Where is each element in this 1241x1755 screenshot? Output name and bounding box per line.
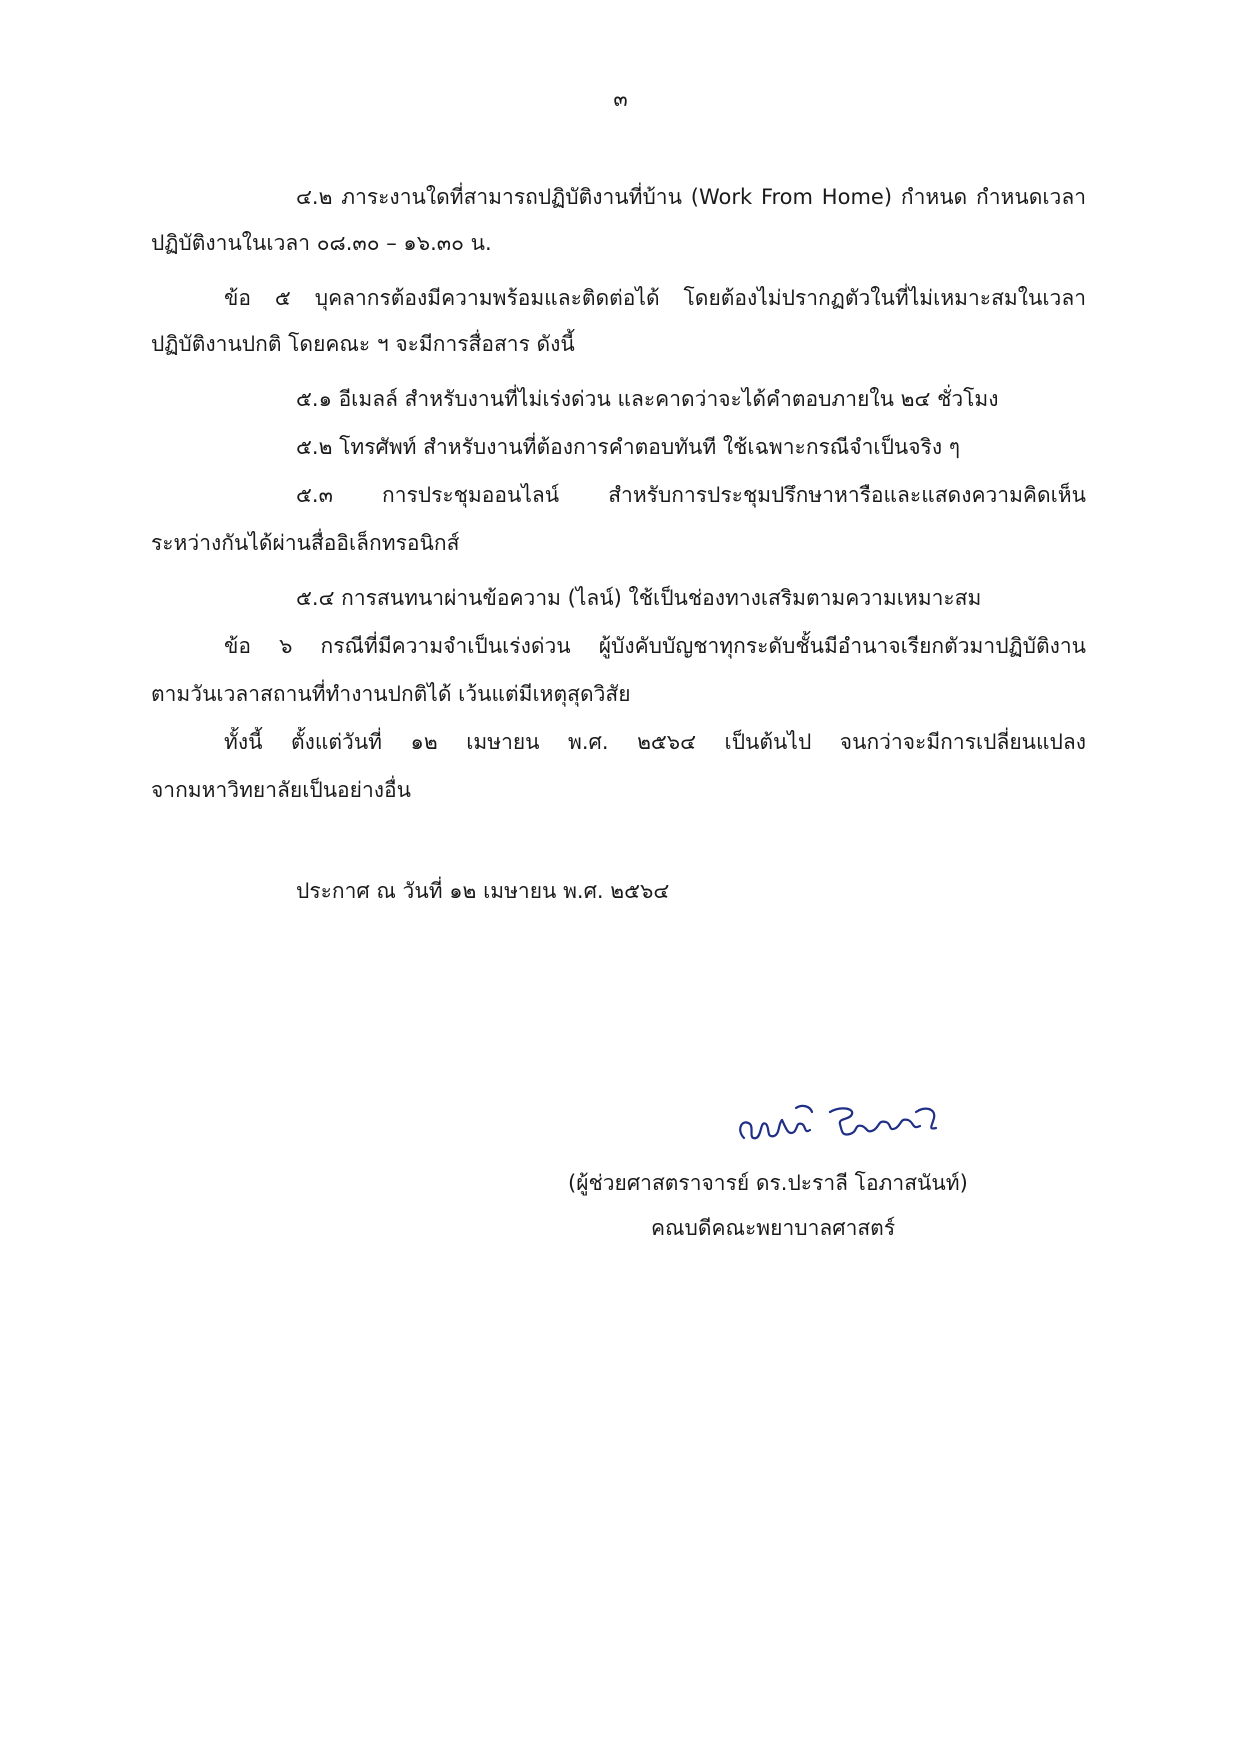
effective-line-2: จากมหาวิทยาลัยเป็นอย่างอื่น xyxy=(151,778,411,802)
clause-5-line-2: ปฏิบัติงานปกติ โดยคณะ ฯ จะมีการสื่อสาร ดังนี้ xyxy=(151,332,575,356)
signatory-name: (ผู้ช่วยศาสตราจารย์ ดร.ปะราลี โอภาสนันท์) xyxy=(568,1171,968,1195)
announcement-date: ประกาศ ณ วันที่ ๑๒ เมษายน พ.ศ. ๒๕๖๔ xyxy=(296,879,670,903)
clause-4-2-line-1: ๔.๒ ภาระงานใดที่สามารถปฏิบัติงานที่บ้าน (Work From Home) กำหนด กำหนดเวลา xyxy=(296,185,1086,209)
clause-5-1: ๕.๑ อีเมลล์ สำหรับงานที่ไม่เร่งด่วน และคาดว่าจะได้คำตอบภายใน ๒๔ ชั่วโมง xyxy=(296,387,999,411)
signatory-position: คณบดีคณะพยาบาลศาสตร์ xyxy=(651,1216,896,1240)
clause-4-2-line-2: ปฏิบัติงานในเวลา ๐๘.๓๐ – ๑๖.๓๐ น. xyxy=(151,231,492,255)
clause-5-3-line-2: ระหว่างกันได้ผ่านสื่ออิเล็กทรอนิกส์ xyxy=(151,531,460,555)
clause-5-line-1: ข้อ ๕ บุคลากรต้องมีความพร้อมและติดต่อได้ โดยต้องไม่ปรากฏตัวในที่ไม่เหมาะสมในเวลา xyxy=(224,286,1086,310)
clause-5-2: ๕.๒ โทรศัพท์ สำหรับงานที่ต้องการคำตอบทันที ใช้เฉพาะกรณีจำเป็นจริง ๆ xyxy=(296,435,961,459)
page-number: ๓ xyxy=(613,87,628,111)
clause-6-line-1: ข้อ ๖ กรณีที่มีความจำเป็นเร่งด่วน ผู้บังคับบัญชาทุกระดับชั้นมีอำนาจเรียกตัวมาปฏิบัติงาน xyxy=(224,634,1086,658)
clause-6-line-2: ตามวันเวลาสถานที่ทำงานปกติได้ เว้นแต่มีเหตุสุดวิสัย xyxy=(151,682,631,706)
clause-5-3-line-1: ๕.๓ การประชุมออนไลน์ สำหรับการประชุมปรึกษาหารือและแสดงความคิดเห็น xyxy=(296,483,1086,507)
signature-image xyxy=(730,1090,950,1160)
signature xyxy=(730,1090,950,1160)
clause-5-4: ๕.๔ การสนทนาผ่านข้อความ (ไลน์) ใช้เป็นช่องทางเสริมตามความเหมาะสม xyxy=(296,586,982,610)
effective-line-1: ทั้งนี้ ตั้งแต่วันที่ ๑๒ เมษายน พ.ศ. ๒๕๖๔ เป็นต้นไป จนกว่าจะมีการเปลี่ยนแปลง xyxy=(224,730,1086,754)
